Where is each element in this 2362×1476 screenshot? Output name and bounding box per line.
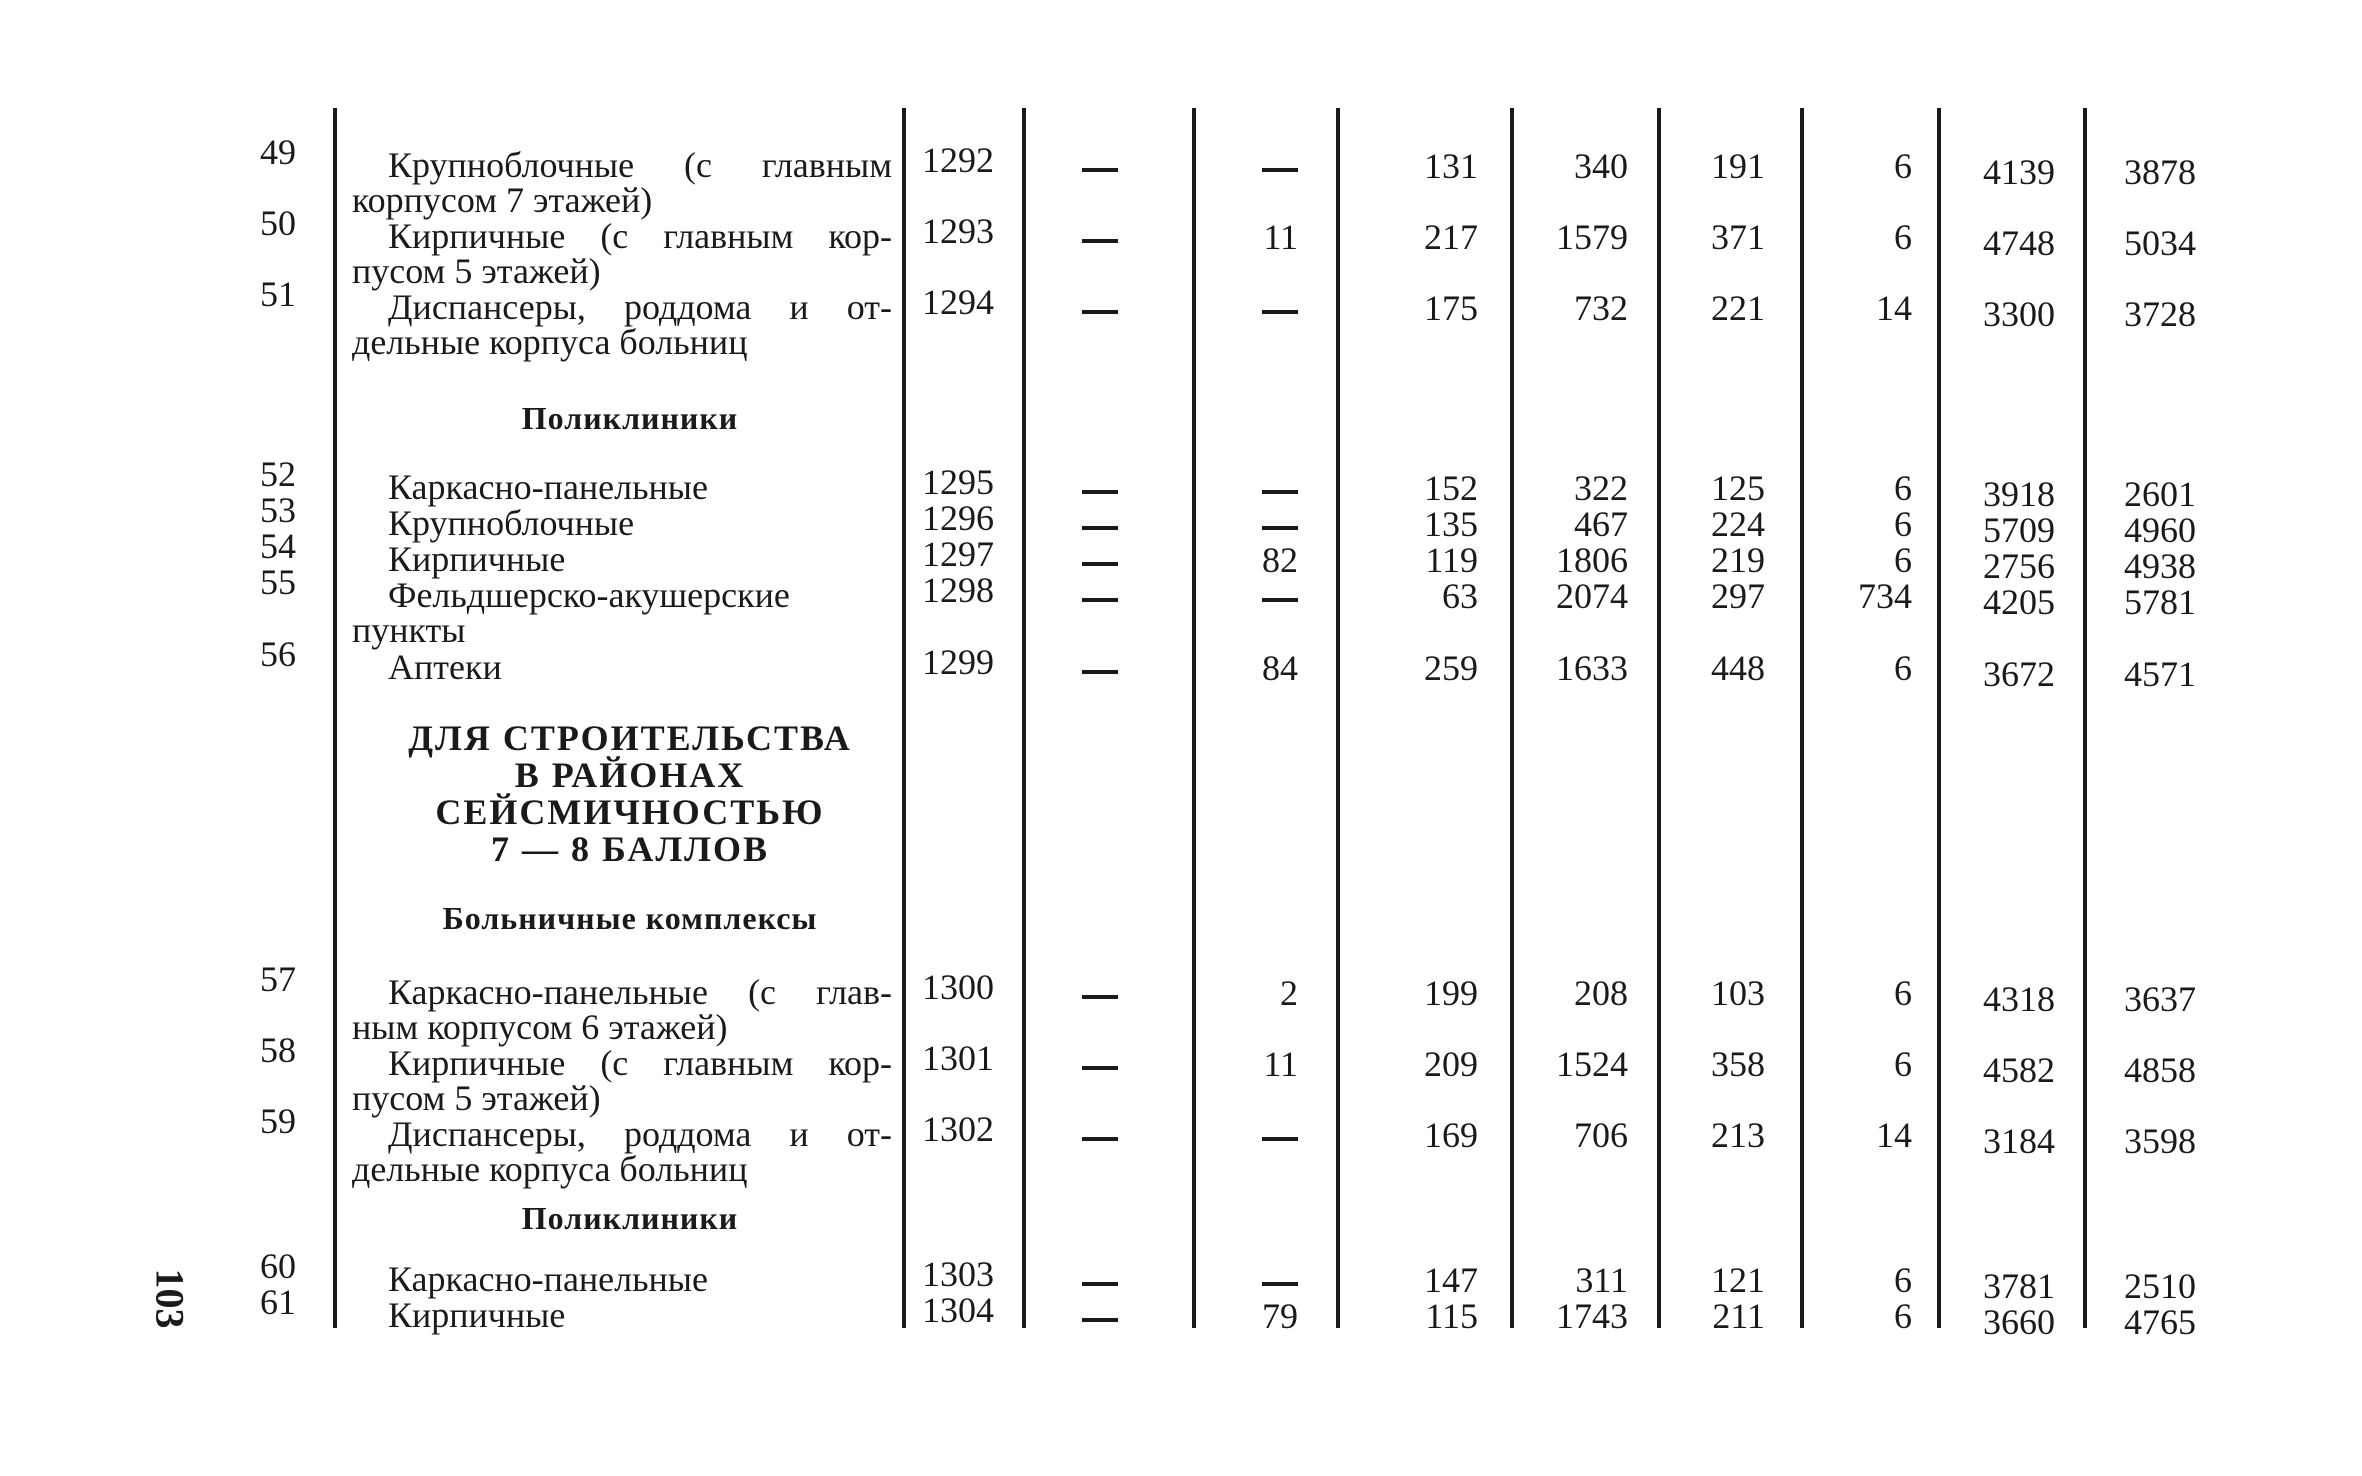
row-number: 54 [260, 526, 296, 566]
row-c5: 125 [1711, 468, 1765, 508]
row-c7: 4748 [1983, 223, 2055, 263]
row-number: 53 [260, 490, 296, 530]
column-rule [1336, 108, 1340, 1328]
row-c3: 199 [1424, 973, 1478, 1013]
row-description-line: Кирпичные (с главным кор- [388, 1043, 892, 1083]
row-c5: 121 [1711, 1260, 1765, 1300]
row-description-line: пусом 5 этажей) [352, 1078, 601, 1118]
column-rule [902, 108, 906, 1328]
row-number: 61 [260, 1282, 296, 1322]
row-number: 59 [260, 1101, 296, 1141]
row-c7: 3660 [1983, 1302, 2055, 1342]
row-description-line: Кирпичные (с главным кор- [388, 216, 892, 256]
row-c4: 706 [1574, 1115, 1628, 1155]
row-c5: 211 [1712, 1296, 1765, 1336]
row-description [352, 972, 892, 1047]
row-c8: 2601 [2124, 474, 2196, 514]
row-c5: 297 [1711, 576, 1765, 616]
row-c8: 4960 [2124, 510, 2196, 550]
row-description-line: корпусом 7 этажей) [352, 180, 653, 220]
row-description-line: пункты [352, 610, 466, 650]
row-c5: 358 [1711, 1044, 1765, 1084]
row-number: 51 [260, 274, 296, 314]
row-code: 1293 [922, 211, 994, 251]
section-polyclinics-2: Поликлиники [521, 1200, 739, 1236]
row-description [352, 216, 892, 291]
row-c2-dash [1262, 310, 1298, 314]
row-c8: 3637 [2124, 979, 2196, 1019]
row-c3: 115 [1425, 1296, 1478, 1336]
row-c6: 6 [1894, 973, 1912, 1013]
row-c1-dash [1082, 490, 1118, 494]
row-description-line: дельные корпуса больниц [352, 1149, 748, 1189]
column-rule [333, 108, 337, 1328]
row-c2: 11 [1263, 217, 1298, 257]
seismic-heading-line-3: СЕЙСМИЧНОСТЬЮ [435, 792, 825, 832]
row-description [352, 1295, 892, 1335]
row-c4: 311 [1575, 1260, 1628, 1300]
row-c5: 103 [1711, 973, 1765, 1013]
row-c1-dash [1082, 526, 1118, 530]
row-c2: 84 [1262, 648, 1298, 688]
row-c6: 6 [1894, 504, 1912, 544]
row-code: 1302 [922, 1109, 994, 1149]
row-c4: 322 [1574, 468, 1628, 508]
row-c4: 1579 [1556, 217, 1628, 257]
row-c8: 3728 [2124, 294, 2196, 334]
row-c6: 6 [1894, 648, 1912, 688]
row-description-line: Диспансеры, роддома и от- [388, 1114, 892, 1154]
row-c1-dash [1082, 1066, 1118, 1070]
row-c2-dash [1262, 526, 1298, 530]
row-c4: 467 [1574, 504, 1628, 544]
row-description [352, 1259, 892, 1299]
row-c8: 2510 [2124, 1266, 2196, 1306]
row-description-line: Крупноблочные [388, 503, 635, 543]
row-c2-dash [1262, 168, 1298, 172]
row-description [352, 145, 892, 220]
row-c1-dash [1082, 239, 1118, 243]
column-rule [1192, 108, 1196, 1328]
row-c3: 152 [1424, 468, 1478, 508]
row-description-line: Кирпичные [388, 1295, 566, 1335]
row-description [352, 467, 892, 507]
row-code: 1300 [922, 967, 994, 1007]
row-c5: 191 [1711, 146, 1765, 186]
row-c2: 82 [1262, 540, 1298, 580]
row-c8: 4765 [2124, 1302, 2196, 1342]
row-c5: 224 [1711, 504, 1765, 544]
row-c6: 6 [1894, 146, 1912, 186]
row-c4: 732 [1574, 288, 1628, 328]
row-number: 57 [260, 959, 296, 999]
row-c1-dash [1082, 995, 1118, 999]
row-c6: 734 [1858, 576, 1912, 616]
section-polyclinics-1: Поликлиники [521, 400, 739, 436]
row-c2: 2 [1280, 973, 1298, 1013]
row-description [352, 1043, 892, 1118]
row-c6: 6 [1894, 468, 1912, 508]
row-code: 1296 [922, 498, 994, 538]
row-number: 50 [260, 203, 296, 243]
row-description-line: дельные корпуса больниц [352, 322, 748, 362]
row-c1-dash [1082, 1318, 1118, 1322]
column-rule [1022, 108, 1026, 1328]
row-description [352, 1114, 892, 1189]
seismic-heading-line-1: ДЛЯ СТРОИТЕЛЬСТВА [408, 718, 852, 758]
row-number: 60 [260, 1246, 296, 1286]
row-code: 1301 [922, 1038, 994, 1078]
row-c2-dash [1262, 490, 1298, 494]
row-number: 58 [260, 1030, 296, 1070]
row-c8: 3878 [2124, 152, 2196, 192]
row-c3: 147 [1424, 1260, 1478, 1300]
seismic-heading-line-4: 7 — 8 БАЛЛОВ [491, 829, 769, 869]
row-c5: 219 [1711, 540, 1765, 580]
row-c5: 221 [1711, 288, 1765, 328]
row-code: 1292 [922, 140, 994, 180]
row-c1-dash [1082, 598, 1118, 602]
row-c7: 2756 [1983, 546, 2055, 586]
row-c5: 448 [1711, 648, 1765, 688]
row-c7: 5709 [1983, 510, 2055, 550]
row-description-line: ным корпусом 6 этажей) [352, 1007, 728, 1047]
row-c2-dash [1262, 1282, 1298, 1286]
row-description-line: Каркасно-панельные (с глав- [388, 972, 892, 1012]
row-number: 55 [260, 562, 296, 602]
row-number: 52 [260, 454, 296, 494]
row-c8: 5781 [2124, 582, 2196, 622]
row-c7: 3781 [1983, 1266, 2055, 1306]
row-c7: 3300 [1983, 294, 2055, 334]
row-c6: 14 [1876, 1115, 1912, 1155]
row-code: 1295 [922, 462, 994, 502]
row-c4: 2074 [1556, 576, 1628, 616]
row-description [352, 575, 892, 650]
row-number: 49 [260, 132, 296, 172]
page-number: 103 [147, 1268, 193, 1329]
seismic-heading-line-2: В РАЙОНАХ [514, 755, 746, 795]
row-description-line: Каркасно-панельные [388, 467, 708, 507]
row-c3: 217 [1424, 217, 1478, 257]
row-c7: 3184 [1983, 1121, 2055, 1161]
row-description-line: Диспансеры, роддома и от- [388, 287, 892, 327]
row-c4: 1743 [1556, 1296, 1628, 1336]
row-c3: 259 [1424, 648, 1478, 688]
row-description [352, 503, 892, 543]
row-description-line: Кирпичные [388, 539, 566, 579]
row-c8: 3598 [2124, 1121, 2196, 1161]
row-c4: 340 [1574, 146, 1628, 186]
row-c1-dash [1082, 1282, 1118, 1286]
row-c4: 1633 [1556, 648, 1628, 688]
row-code: 1304 [922, 1290, 994, 1330]
row-c3: 135 [1424, 504, 1478, 544]
row-description-line: Фельдшерско-акушерские [388, 575, 790, 615]
row-c1-dash [1082, 1137, 1118, 1141]
row-c7: 3672 [1983, 654, 2055, 694]
row-c1-dash [1082, 562, 1118, 566]
row-c2-dash [1262, 1137, 1298, 1141]
row-c8: 4938 [2124, 546, 2196, 586]
row-c7: 4582 [1983, 1050, 2055, 1090]
row-c6: 6 [1894, 1260, 1912, 1300]
row-c2: 11 [1263, 1044, 1298, 1084]
row-c4: 1524 [1556, 1044, 1628, 1084]
row-c7: 4318 [1983, 979, 2055, 1019]
row-c3: 175 [1424, 288, 1478, 328]
row-c1-dash [1082, 310, 1118, 314]
row-code: 1299 [922, 642, 994, 682]
row-code: 1294 [922, 282, 994, 322]
row-code: 1297 [922, 534, 994, 574]
row-c3: 131 [1424, 146, 1478, 186]
row-c3: 209 [1424, 1044, 1478, 1084]
row-description-line: Каркасно-панельные [388, 1259, 708, 1299]
row-c6: 6 [1894, 1044, 1912, 1084]
row-description [352, 539, 892, 579]
row-c6: 6 [1894, 1296, 1912, 1336]
row-code: 1303 [922, 1254, 994, 1294]
row-c6: 14 [1876, 288, 1912, 328]
row-c4: 1806 [1556, 540, 1628, 580]
row-code: 1298 [922, 570, 994, 610]
row-c2-dash [1262, 598, 1298, 602]
row-description-line: пусом 5 этажей) [352, 251, 601, 291]
row-number: 56 [260, 634, 296, 674]
row-c3: 169 [1424, 1115, 1478, 1155]
row-c3: 63 [1442, 576, 1478, 616]
row-c7: 4205 [1983, 582, 2055, 622]
row-description-line: Аптеки [388, 647, 502, 687]
row-c8: 4858 [2124, 1050, 2196, 1090]
row-c6: 6 [1894, 217, 1912, 257]
section-hospital-complexes: Больничные комплексы [442, 900, 818, 936]
row-c3: 119 [1425, 540, 1478, 580]
row-c8: 4571 [2124, 654, 2196, 694]
row-c2: 79 [1262, 1296, 1298, 1336]
row-c5: 371 [1711, 217, 1765, 257]
row-c8: 5034 [2124, 223, 2196, 263]
row-description [352, 647, 892, 687]
row-description-line: Крупноблочные (с главным [388, 145, 892, 185]
row-c5: 213 [1711, 1115, 1765, 1155]
row-c4: 208 [1574, 973, 1628, 1013]
row-c7: 3918 [1983, 474, 2055, 514]
row-c6: 6 [1894, 540, 1912, 580]
row-description [352, 287, 892, 362]
row-c1-dash [1082, 670, 1118, 674]
row-c1-dash [1082, 168, 1118, 172]
row-c7: 4139 [1983, 152, 2055, 192]
